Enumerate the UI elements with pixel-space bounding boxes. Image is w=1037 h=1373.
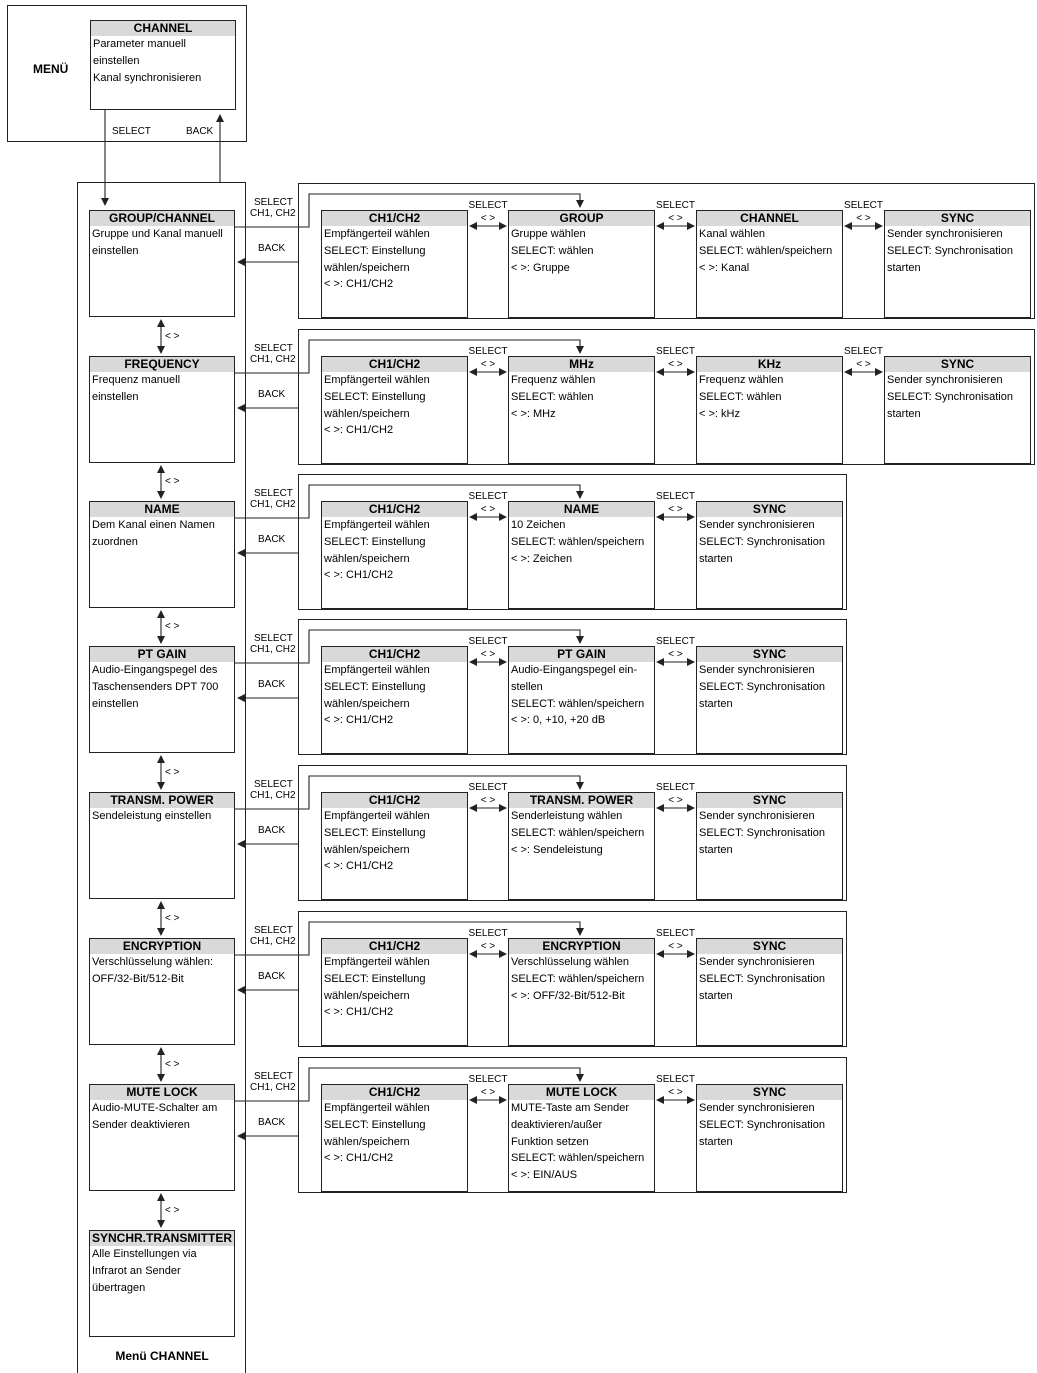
channel-menu-box-text: Parameter manuell: [93, 38, 186, 50]
submenu-box-text: Sender synchronisieren: [887, 374, 1003, 386]
back-label: BACK: [258, 534, 286, 545]
submenu-box-title: ENCRYPTION: [509, 939, 654, 954]
select-label: SELECT: [254, 343, 293, 354]
submenu-box-text: < >: CH1/CH2: [324, 569, 394, 582]
submenu-box-text: Empfängerteil wählen: [324, 228, 430, 240]
select-label: SELECT: [656, 200, 695, 211]
submenu-box-text: < >: CH1/CH2: [324, 860, 394, 873]
menu-item-box: [89, 646, 235, 753]
submenu-box: [508, 501, 655, 609]
submenu-box-text: wählen/speichern: [324, 1135, 410, 1148]
submenu-box-text: < >: Sendeleistung: [511, 843, 603, 856]
ch-select-label: CH1, CH2: [250, 936, 296, 947]
submenu-box-text: SELECT: Einstellung: [324, 680, 426, 693]
menu-item-box: [89, 356, 235, 463]
nav-label: < >: [480, 504, 496, 515]
submenu-box-text: < >: Zeichen: [511, 552, 573, 565]
menu-item-box-text: einstellen: [92, 697, 139, 710]
submenu-box-text: wählen/speichern: [324, 261, 410, 274]
submenu-box-title: CH1/CH2: [322, 502, 467, 517]
select-label: SELECT: [468, 346, 508, 357]
nav-label: < >: [480, 213, 496, 224]
submenu-box-text: deaktivieren/außer: [511, 1118, 603, 1131]
submenu-box-text: < >: kHz: [699, 407, 740, 420]
nav-label: < >: [165, 1058, 180, 1070]
submenu-box: [696, 646, 843, 754]
submenu-box-text: wählen/speichern: [324, 989, 410, 1002]
nav-label: < >: [480, 1087, 496, 1098]
submenu-box-text: SELECT: Einstellung: [324, 390, 426, 403]
menu-item-box: [89, 210, 235, 317]
submenu-box: [321, 646, 468, 754]
menu-item-box-title: SYNCHR.TRANSMITTER: [92, 1231, 232, 1245]
submenu-box-text: wählen/speichern: [324, 552, 410, 565]
submenu-box-text: starten: [887, 261, 921, 274]
select-label: SELECT: [254, 925, 293, 936]
submenu-box-text: starten: [699, 1135, 733, 1148]
submenu-box-text: SELECT: wählen/speichern: [511, 972, 645, 985]
submenu-box-text: Sender synchronisieren: [699, 810, 815, 822]
submenu-box-title: CH1/CH2: [322, 357, 467, 372]
channel-menu-box-title: CHANNEL: [91, 21, 235, 36]
submenu-box-title: CH1/CH2: [322, 211, 467, 226]
nav-label: < >: [480, 941, 496, 952]
submenu-box-text: Empfängerteil wählen: [324, 1102, 430, 1114]
submenu-box: [508, 1084, 655, 1192]
submenu-box-text: SELECT: Einstellung: [324, 244, 426, 257]
submenu-box-text: < >: CH1/CH2: [324, 424, 394, 437]
submenu-box-text: Sender synchronisieren: [887, 228, 1003, 240]
nav-label: < >: [165, 330, 180, 342]
submenu-box-text: Sender synchronisieren: [699, 519, 815, 531]
submenu-box: [321, 356, 468, 464]
nav-label: < >: [165, 912, 180, 924]
menu-item-box: [89, 1230, 235, 1337]
submenu-box-text: Frequenz wählen: [699, 374, 784, 386]
submenu-box-text: SELECT: wählen/speichern: [699, 244, 833, 257]
back-label: BACK: [258, 679, 286, 690]
submenu-box-text: Frequenz wählen: [511, 374, 596, 386]
submenu-box-title: CH1/CH2: [322, 793, 467, 808]
select-label: SELECT: [656, 636, 695, 647]
submenu-box-text: starten: [887, 407, 921, 420]
back-label: BACK: [258, 825, 286, 836]
submenu-box: [321, 501, 468, 609]
submenu-box-text: Senderleistung wählen: [511, 810, 623, 822]
submenu-box-text: SELECT: Synchronisation: [699, 826, 825, 839]
submenu-box-text: < >: CH1/CH2: [324, 278, 394, 291]
select-label: SELECT: [254, 779, 293, 790]
menu-item-box-text: Gruppe und Kanal manuell: [92, 228, 223, 240]
submenu-box-text: < >: EIN/AUS: [511, 1169, 578, 1182]
submenu-box-text: SELECT: Einstellung: [324, 535, 426, 548]
submenu-box: [696, 938, 843, 1046]
submenu-box-title: TRANSM. POWER: [509, 793, 654, 808]
menu-item-box-title: TRANSM. POWER: [90, 793, 234, 808]
menu-item-box-title: MUTE LOCK: [90, 1085, 234, 1100]
select-label: SELECT: [656, 782, 695, 793]
submenu-box-text: wählen/speichern: [324, 697, 410, 710]
submenu-box-title: NAME: [509, 502, 654, 517]
select-label: SELECT: [844, 200, 883, 211]
back-label: BACK: [258, 971, 286, 982]
submenu-box-text: Gruppe wählen: [511, 228, 586, 240]
submenu-box: [321, 1084, 468, 1192]
submenu-box-text: starten: [699, 697, 733, 710]
menu-item-box: [89, 938, 235, 1045]
back-label: BACK: [258, 243, 286, 254]
submenu-box-title: SYNC: [885, 357, 1030, 372]
submenu-box: [696, 1084, 843, 1192]
menu-item-box: [89, 792, 235, 899]
submenu-box-text: SELECT: wählen/speichern: [511, 826, 645, 839]
submenu-box-title: SYNC: [697, 647, 842, 662]
back-label: BACK: [258, 1117, 286, 1128]
nav-label: < >: [480, 359, 496, 370]
submenu-box: [508, 210, 655, 318]
select-label: SELECT: [468, 491, 508, 502]
submenu-box-text: Empfängerteil wählen: [324, 374, 430, 386]
submenu-box-text: < >: CH1/CH2: [324, 1152, 394, 1165]
submenu-box-title: SYNC: [885, 211, 1030, 226]
submenu-box-text: Sender synchronisieren: [699, 664, 815, 676]
menu-item-box-text: Sender deaktivieren: [92, 1118, 190, 1131]
submenu-box-text: SELECT: Einstellung: [324, 972, 426, 985]
submenu-box: [696, 210, 843, 318]
submenu-box-text: SELECT: Synchronisation: [699, 680, 825, 693]
nav-label: < >: [480, 649, 496, 660]
submenu-box-text: SELECT: wählen/speichern: [511, 535, 645, 548]
submenu-box-text: SELECT: Synchronisation: [699, 1118, 825, 1131]
submenu-box-title: CH1/CH2: [322, 939, 467, 954]
select-label: SELECT: [468, 636, 508, 647]
submenu-box-text: Sender synchronisieren: [699, 956, 815, 968]
submenu-box-title: CHANNEL: [697, 211, 842, 226]
menu-item-box-text: Infrarot an Sender: [92, 1264, 181, 1277]
nav-label: < >: [668, 1087, 683, 1098]
menu-label: MENÜ: [33, 62, 69, 76]
submenu-box-title: SYNC: [697, 939, 842, 954]
submenu-box: [508, 938, 655, 1046]
menu-item-box-text: Frequenz manuell: [92, 374, 181, 386]
nav-label: < >: [668, 359, 683, 370]
channel-menu-box: [90, 20, 236, 110]
submenu-box-text: < >: Kanal: [699, 261, 750, 274]
submenu-box-text: SELECT: Einstellung: [324, 826, 426, 839]
submenu-box-text: Kanal wählen: [699, 228, 766, 240]
menu-item-box-text: Alle Einstellungen via: [92, 1248, 197, 1260]
submenu-box-title: SYNC: [697, 1085, 842, 1100]
menu-item-box-text: Sendeleistung einstellen: [92, 810, 212, 822]
submenu-box-text: SELECT: Synchronisation: [887, 390, 1013, 403]
submenu-box-text: SELECT: wählen: [699, 390, 782, 403]
ch-select-label: CH1, CH2: [250, 354, 296, 365]
submenu-box-text: < >: CH1/CH2: [324, 1006, 394, 1019]
submenu-box-text: Funktion setzen: [511, 1135, 589, 1148]
submenu-box-text: SELECT: Einstellung: [324, 1118, 426, 1131]
submenu-box: [508, 356, 655, 464]
ch-select-label: CH1, CH2: [250, 208, 296, 219]
select-label: SELECT: [468, 928, 508, 939]
submenu-box-title: GROUP: [509, 211, 654, 226]
submenu-box-title: PT GAIN: [509, 647, 654, 662]
submenu-box-title: SYNC: [697, 502, 842, 517]
menu-item-box-text: Dem Kanal einen Namen: [92, 519, 215, 531]
submenu-box-text: SELECT: wählen/speichern: [511, 697, 645, 710]
nav-label: < >: [668, 504, 683, 515]
channel-menu-box-text: Kanal synchronisieren: [93, 71, 202, 84]
submenu-box: [508, 646, 655, 754]
nav-label: < >: [668, 795, 683, 806]
ch-select-label: CH1, CH2: [250, 499, 296, 510]
nav-label: < >: [668, 213, 683, 224]
menu-item-box-text: Verschlüsselung wählen:: [92, 956, 214, 968]
submenu-box-text: < >: Gruppe: [511, 261, 570, 274]
nav-label: < >: [856, 359, 871, 370]
nav-label: < >: [856, 213, 871, 224]
ch-select-label: CH1, CH2: [250, 1082, 296, 1093]
select-label: SELECT: [468, 200, 508, 211]
submenu-box-title: KHz: [697, 357, 842, 372]
nav-label: < >: [165, 766, 180, 778]
menu-item-box-title: PT GAIN: [90, 647, 234, 662]
menu-item-box: [89, 501, 235, 608]
submenu-box: [321, 792, 468, 900]
submenu-box-title: CH1/CH2: [322, 1085, 467, 1100]
submenu-box: [321, 210, 468, 318]
ch-select-label: CH1, CH2: [250, 644, 296, 655]
submenu-box-text: SELECT: Synchronisation: [699, 535, 825, 548]
submenu-box-text: < >: 0, +10, +20 dB: [511, 714, 606, 727]
select-label: SELECT: [468, 782, 508, 793]
select-label: SELECT: [656, 928, 695, 939]
select-label: SELECT: [468, 1074, 508, 1085]
nav-label: < >: [668, 941, 683, 952]
submenu-box: [884, 210, 1031, 318]
submenu-box-text: SELECT: wählen: [511, 390, 594, 403]
select-label: SELECT: [254, 1071, 293, 1082]
menu-item-box-text: einstellen: [92, 390, 139, 403]
select-label: SELECT: [254, 633, 293, 644]
nav-label: < >: [480, 795, 496, 806]
submenu-box-text: SELECT: wählen: [511, 244, 594, 257]
submenu-box-text: MUTE-Taste am Sender: [511, 1102, 629, 1114]
select-label: SELECT: [656, 491, 695, 502]
nav-label: < >: [165, 621, 180, 632]
menu-item-box-text: übertragen: [92, 1281, 146, 1294]
submenu-box: [696, 356, 843, 464]
menu-item-box-text: einstellen: [92, 244, 139, 257]
submenu-box: [321, 938, 468, 1046]
select-label: SELECT: [254, 488, 293, 499]
submenu-box-title: MHz: [509, 357, 654, 372]
submenu-box-text: SELECT: Synchronisation: [887, 244, 1013, 257]
submenu-box-text: starten: [699, 843, 733, 856]
ch-select-label: CH1, CH2: [250, 790, 296, 801]
select-label: SELECT: [844, 346, 883, 357]
menu-item-box-text: Taschensenders DPT 700: [92, 680, 219, 693]
submenu-box-text: wählen/speichern: [324, 407, 410, 420]
submenu-box-title: MUTE LOCK: [509, 1085, 654, 1100]
submenu-box: [696, 501, 843, 609]
menu-item-box-title: NAME: [90, 502, 234, 517]
submenu-box-text: Empfängerteil wählen: [324, 810, 430, 822]
select-label: SELECT: [656, 346, 695, 357]
submenu-box-text: Empfängerteil wählen: [324, 519, 430, 531]
submenu-box-text: < >: MHz: [511, 407, 556, 420]
menu-item-box-title: GROUP/CHANNEL: [90, 211, 234, 226]
submenu-box-text: SELECT: Synchronisation: [699, 972, 825, 985]
menu-item-box-title: ENCRYPTION: [90, 939, 234, 954]
menu-item-box-text: Audio-MUTE-Schalter am: [92, 1102, 218, 1114]
menu-item-box-text: Audio-Eingangspegel des: [92, 664, 218, 676]
nav-label: < >: [165, 476, 180, 487]
menu-item-box-text: zuordnen: [92, 535, 138, 548]
menu-item-box-text: OFF/32-Bit/512-Bit: [92, 972, 184, 985]
submenu-box-text: SELECT: wählen/speichern: [511, 1152, 645, 1165]
submenu-box: [696, 792, 843, 900]
submenu-box-text: Verschlüsselung wählen: [511, 956, 630, 968]
submenu-box-title: SYNC: [697, 793, 842, 808]
submenu-box: [508, 792, 655, 900]
submenu-box: [884, 356, 1031, 464]
back-label: BACK: [258, 389, 286, 400]
select-label: SELECT: [112, 126, 151, 137]
submenu-box-text: starten: [699, 552, 733, 565]
submenu-box-text: Sender synchronisieren: [699, 1102, 815, 1114]
select-label: SELECT: [254, 197, 293, 208]
submenu-box-text: Empfängerteil wählen: [324, 664, 430, 676]
menu-item-box: [89, 1084, 235, 1191]
submenu-box-text: 10 Zeichen: [511, 519, 566, 531]
channel-menu-box-text: einstellen: [93, 54, 140, 67]
select-label: SELECT: [656, 1074, 695, 1085]
submenu-box-text: < >: OFF/32-Bit/512-Bit: [511, 989, 625, 1002]
submenu-box-text: Audio-Eingangspegel ein-: [511, 664, 637, 676]
nav-label: < >: [668, 649, 683, 660]
menu-channel-footer: Menü CHANNEL: [115, 1349, 209, 1363]
submenu-box-text: starten: [699, 989, 733, 1002]
submenu-box-title: CH1/CH2: [322, 647, 467, 662]
submenu-box-text: Empfängerteil wählen: [324, 956, 430, 968]
submenu-box-text: stellen: [511, 680, 543, 693]
submenu-box-text: wählen/speichern: [324, 843, 410, 856]
back-label: BACK: [186, 126, 214, 137]
submenu-box-text: < >: CH1/CH2: [324, 714, 394, 727]
menu-item-box-title: FREQUENCY: [90, 357, 234, 372]
nav-label: < >: [165, 1204, 180, 1216]
